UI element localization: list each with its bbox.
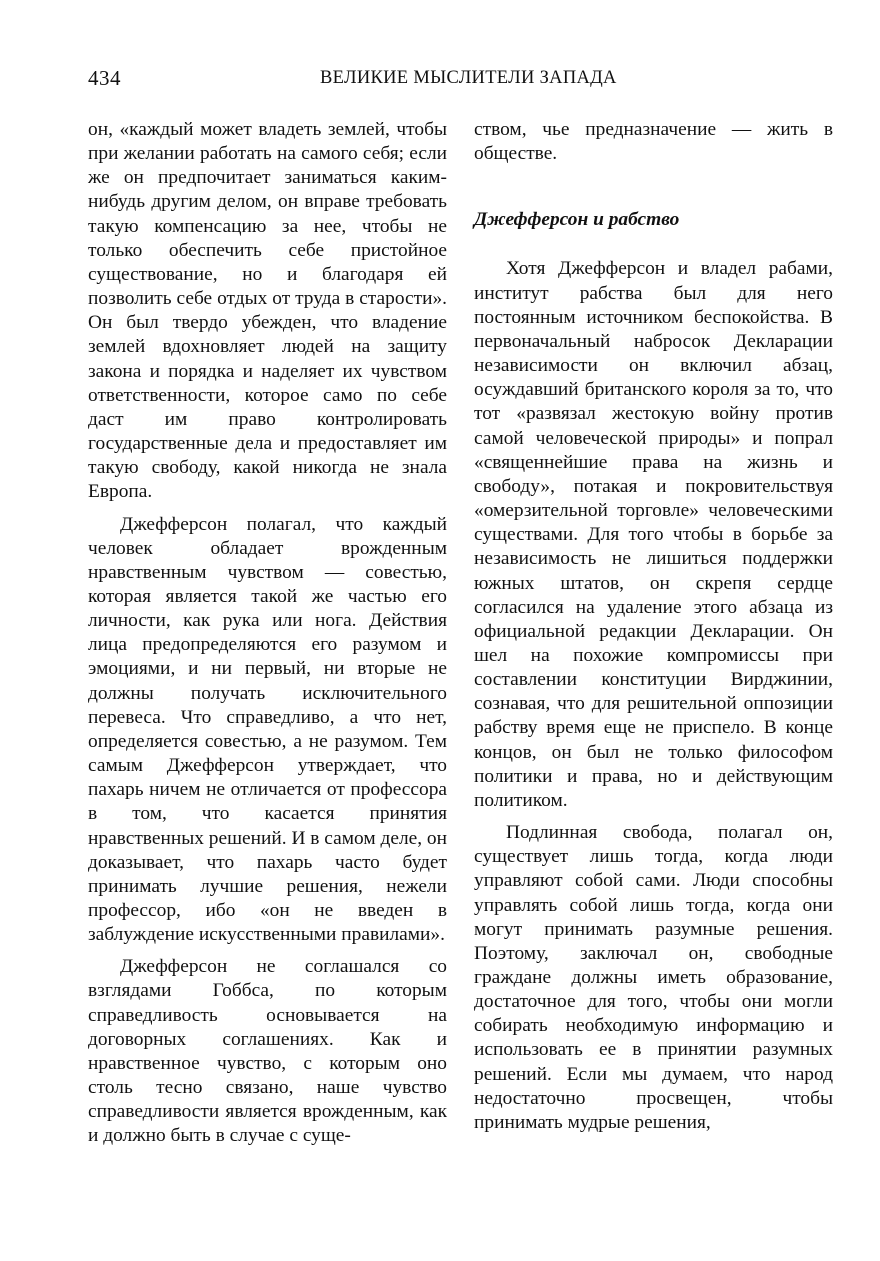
page-number: 434: [88, 66, 121, 90]
paragraph-freedom: Подлинная свобода, полагал он, существует лишь тогда, когда люди управляют собой сами. Люди способны управлять собой лишь тогда, когда они могут принимать разумные решения. Поэтому, заключал он, свободные граждане должны иметь образование, достаточное для того, чтобы они могли собирать необходимую информацию и использовать ее в принятии разумных решений. Если мы думаем, что народ недостаточно просвещен, чтобы принимать мудрые решения,: [474, 822, 833, 1133]
page-header: [88, 66, 832, 96]
paragraph-land-ownership: он, «каждый может владеть землей, чтобы при желании работать на самого себя; если же он предпочитает заниматься каким-нибудь другим делом, он вправе требовать такую компенсацию за нее, чтобы не только обеспечить себе пристойное существование, но и благодаря ей позволить себе отдых от труда в старости». Он был твердо убежден, что владение землей вдохновляет людей на защиту закона и порядка и наделяет их чувством ответственности, которое само по себе даст им право контролировать государственные дела и предоставляет им такую свободу, какой никогда не знала Европа.: [88, 119, 447, 503]
paragraph-hobbes: Джефферсон не соглашался со взглядами Гоббса, по которым справедливость основывается на договорных соглашениях. Как и нравственное чувство, с которым оно столь тесно связано, наше чувство справедливости является врожденным, как и должно быть в случае с суще-: [88, 956, 447, 1147]
paragraph-moral-sense: Джефферсон полагал, что каждый человек обладает врожденным нравственным чувством — совестью, которая является такой же частью его личности, как рука или нога. Действия лица предопределяются его разумом и эмоциями, и ни первый, ни вторые не должны получать исключительного перевеса. Что справедливо, а что нет, определяется совестью, а не разумом. Тем самым Джефферсон утверждает, что пахарь ничем не отличается от профессора в том, что касается принятия нравственных решений. И в самом деле, он доказывает, что пахарь часто будет принимать лучшие решения, нежели профессор, ибо «он не введен в заблуждение искусственными правилами».: [88, 513, 447, 946]
paragraph-slavery: Хотя Джефферсон и владел рабами, институт рабства был для него постоянным источником беспокойства. В первоначальный набросок Декларации независимости он включил абзац, осуждавший британского короля за то, что тот «развязал жестокую войну против самой человеческой природы» и попрал «священнейшие права на жизнь и свободу», потакая и покровительствуя «омерзительной торговле» человеческими существами. Для того чтобы в борьбе за независимость не лишиться поддержки южных штатов, он скрепя сердце согласился на удаление этого абзаца из официальной редакции Декларации. Он шел на похожие компромиссы при составлении конституции Вирджинии, сознавая, что для решительной оппозиции рабству время еще не приспело. В конце концов, он был не только философом политики и права, но и действующим политиком.: [474, 258, 833, 811]
section-heading: Джефферсон и рабство: [474, 209, 680, 231]
right-column: [474, 118, 833, 1135]
left-column: [88, 118, 447, 1149]
running-title: ВЕЛИКИЕ МЫСЛИТЕЛИ ЗАПАДА: [320, 68, 617, 88]
paragraph-continuation: ством, чье предназначение — жить в обществе.: [474, 119, 833, 165]
